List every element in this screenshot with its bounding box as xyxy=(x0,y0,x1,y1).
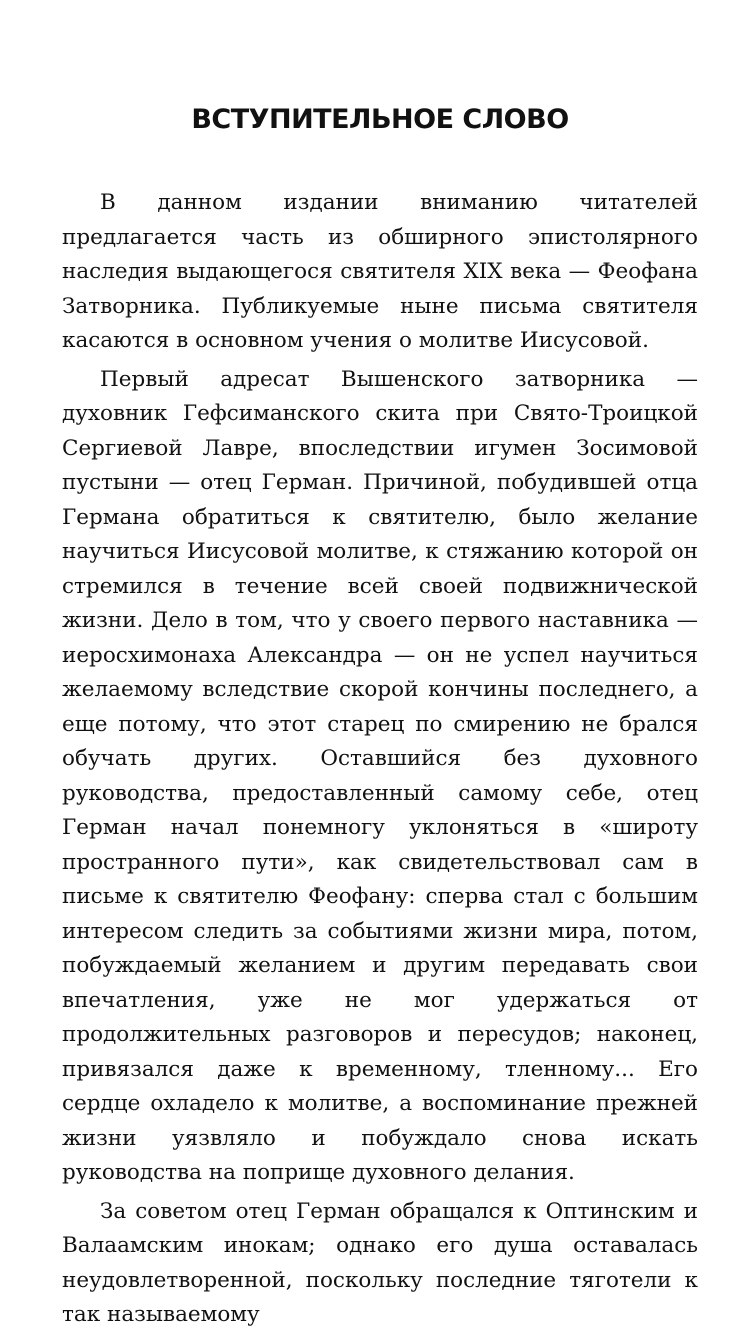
paragraph-2: Первый адресат Вышенского затворника — духовник Гефсиманского скита при Свято-Троицкой Сергиевой Лавре, впоследствии игумен Зосимовой пустыни — отец Герман. Причиной, побудившей отца Германа обратиться к святителю, было желание научиться Иисусовой молитве, к стяжанию которой он стремился в течение всей своей подвижнической жизни. Дело в том, что у своего первого наставника — иеросхимонаха Александра — он не успел научиться желаемому вследствие скорой кончины последнего, а еще потому, что этот старец по смирению не брался обучать других. Оставшийся без духовного руководства, предоставленный самому себе, отец Герман начал понемногу уклоняться в «широту пространного пути», как свидетельствовал сам в письме к святителю Феофану: сперва стал с большим интересом следить за событиями жизни мира, потом, побуждаемый желанием и другим передавать свои впечатления, уже не мог удержаться от продолжительных разговоров и пересудов; наконец, привязался даже к временному, тленному... Его сердце охладело к молитве, а воспоминание прежней жизни уязвляло и побуждало снова искать руководства на поприще духовного делания. xyxy=(62,366,698,1185)
paragraph-3: За советом отец Герман обращался к Оптинским и Валаамским инокам; однако его душа оставалась неудовлетворенной, поскольку последние тяготели к так называемому xyxy=(62,1198,698,1327)
page-title: ВСТУПИТЕЛЬНОЕ СЛОВО xyxy=(191,104,569,135)
paragraph-1: В данном издании вниманию читателей предлагается часть из обширного эпистолярного наследия выдающегося святителя XIX века — Феофана Затворника. Публикуемые ныне письма святителя касаются в основном учения о молитве Иисусовой. xyxy=(62,190,698,353)
